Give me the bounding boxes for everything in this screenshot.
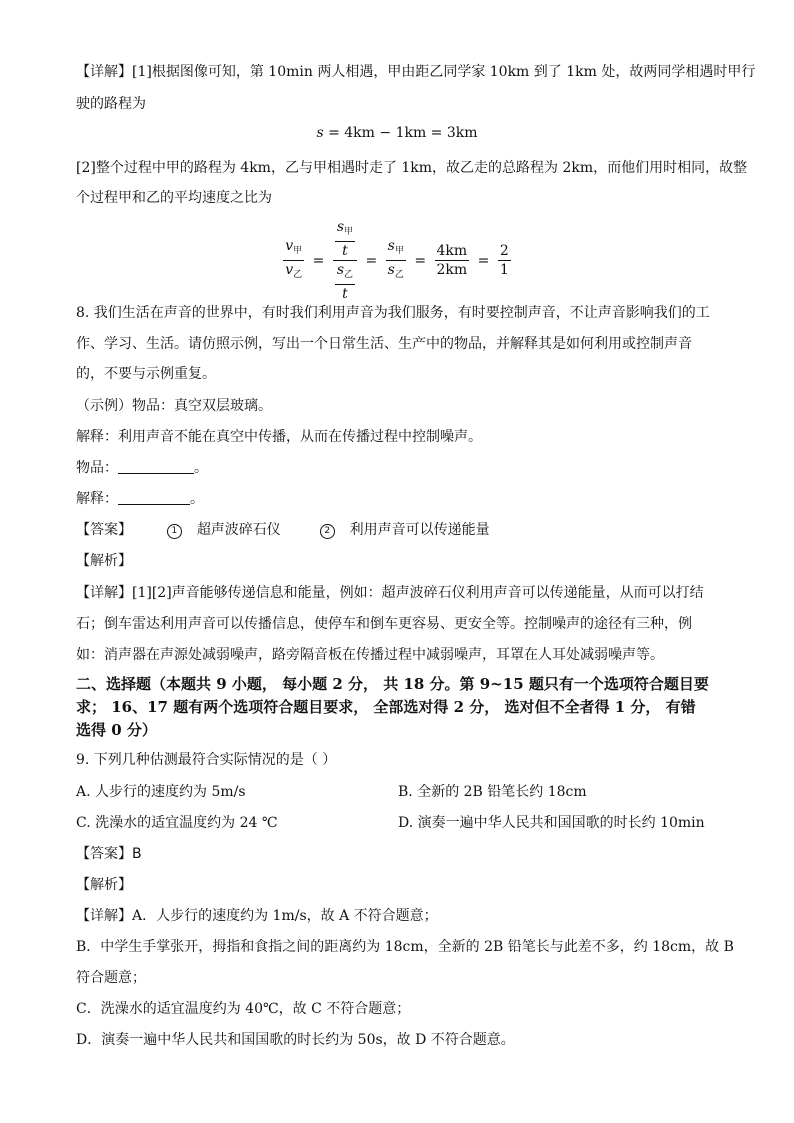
q8-item-line: 物品： 。 bbox=[76, 460, 208, 476]
q9-analysis-label: 【解析】 bbox=[76, 877, 132, 893]
q8-analysis-label: 【解析】 bbox=[76, 553, 132, 569]
explain-blank bbox=[118, 490, 190, 505]
detail-q7-line3: [2]整个过程中甲的路程为 4km，乙与甲相遇时走了 1km，故乙走的总路程为 2km，而他们用时相同，故整 bbox=[76, 160, 748, 176]
detail-q7-line2: 驶的路程为 bbox=[76, 96, 146, 112]
detail-q7-line1: 【详解】[1]根据图像可知，第 10min 两人相遇，甲由距乙同学家 10km 到了 1km 处，故两同学相遇时甲行 bbox=[76, 64, 756, 80]
item-blank bbox=[118, 459, 194, 474]
q9-option-b: B. 全新的 2B 铅笔长约 18cm bbox=[398, 784, 587, 800]
q9-detail-line1: 【详解】A．人步行的速度约为 1m/s，故 A 不符合题意； bbox=[76, 908, 438, 924]
q9-detail-line3: 符合题意； bbox=[76, 970, 146, 986]
eq1-rhs: = 4km − 1km = 3km bbox=[323, 125, 478, 141]
q8-detail-line2: 石；倒车雷达利用声音可以传播信息，使停车和倒车更容易、更安全等。控制噪声的途径有三种，例 bbox=[76, 616, 692, 632]
q9-option-a: A. 人步行的速度约为 5m/s bbox=[76, 784, 246, 800]
frac-compound: $\frac{\frac{s_甲}{t}}{\frac{s_乙}{t}}$ bbox=[333, 218, 357, 303]
q9-option-c: C. 洗澡水的适宜温度约为 24 ℃ bbox=[76, 815, 278, 831]
section2-heading-line2: 求； 16、17 题有两个选项符合题目要求， 全部选对得 2 分， 选对但不全者得 1 分， 有错 bbox=[76, 698, 696, 716]
q8-explain-line: 解释： 。 bbox=[76, 491, 204, 507]
circled-number-2: 2 bbox=[320, 524, 335, 539]
q9-stem: 9. 下列几种估测最符合实际情况的是（ ） bbox=[76, 752, 337, 768]
detail-q7-line4: 个过程甲和乙的平均速度之比为 bbox=[76, 190, 272, 206]
q8-detail-line1: 【详解】[1][2]声音能够传递信息和能量，例如：超声波碎石仪利用声音可以传递能量，从而可以打结 bbox=[76, 585, 704, 601]
answer-1: 超声波碎石仪 bbox=[196, 522, 281, 538]
eq1-lhs: s bbox=[316, 125, 324, 141]
q9-detail-line5: D．演奏一遍中华人民共和国国歌的时长约为 50s，故 D 不符合题意。 bbox=[76, 1032, 515, 1048]
answer-label: 【答案】 bbox=[76, 522, 132, 538]
q8-stem-line2: 作、学习、生活。请仿照示例，写出一个日常生活、生产中的物品，并解释其是如何利用或控制声音 bbox=[76, 336, 692, 352]
q8-detail-line3: 如：消声器在声源处减弱噪声，路旁隔音板在传播过程中减弱噪声，耳罩在人耳处减弱噪声等。 bbox=[76, 647, 664, 663]
frac-s-ratio: $\frac{s_甲}{s_乙}$ bbox=[387, 238, 404, 280]
equation-speed-ratio: $\frac{v_甲}{v_乙}$ = $\frac{\frac{s_甲}{t}}{\frac{s_乙}{t}}$ = $\frac{s_甲}{s_乙}$ = $\frac{4km}{2km}$ = $\frac{2}{1}$ bbox=[285, 219, 509, 302]
frac-km: $\frac{4km}{2km}$ bbox=[436, 243, 468, 278]
section2-heading-line3: 选得 0 分） bbox=[76, 721, 157, 739]
q9-detail-line4: C．洗澡水的适宜温度约为 40℃，故 C 不符合题意； bbox=[76, 1001, 411, 1017]
frac-result: $\frac{2}{1}$ bbox=[499, 243, 509, 278]
answer-2: 利用声音可以传递能量 bbox=[349, 522, 490, 538]
q9-option-d: D. 演奏一遍中华人民共和国国歌的时长约 10min bbox=[398, 815, 705, 831]
circled-number-1: 1 bbox=[167, 524, 182, 539]
q8-example-explain: 解释：利用声音不能在真空中传播，从而在传播过程中控制噪声。 bbox=[76, 429, 482, 445]
q8-stem-line1: 8. 我们生活在声音的世界中，有时我们利用声音为我们服务，有时要控制声音，不让声音影响我们的工 bbox=[76, 305, 710, 321]
q8-example: （示例）物品：真空双层玻璃。 bbox=[76, 398, 272, 414]
q9-answer: 【答案】B bbox=[76, 846, 142, 862]
q8-stem-line3: 的，不要与示例重复。 bbox=[76, 366, 216, 382]
q8-answer-line bbox=[76, 520, 490, 540]
equation-distance bbox=[0, 125, 794, 141]
section2-heading-line1: 二、选择题（本题共 9 小题， 每小题 2 分， 共 18 分。第 9~15 题只有一个选项符合题目要 bbox=[76, 675, 709, 693]
q9-detail-line2: B．中学生手掌张开，拇指和食指之间的距离约为 18cm，全新的 2B 铅笔长与此差不多，约 18cm，故 B bbox=[76, 939, 734, 955]
frac-v-ratio: $\frac{v_甲}{v_乙}$ bbox=[285, 238, 303, 280]
